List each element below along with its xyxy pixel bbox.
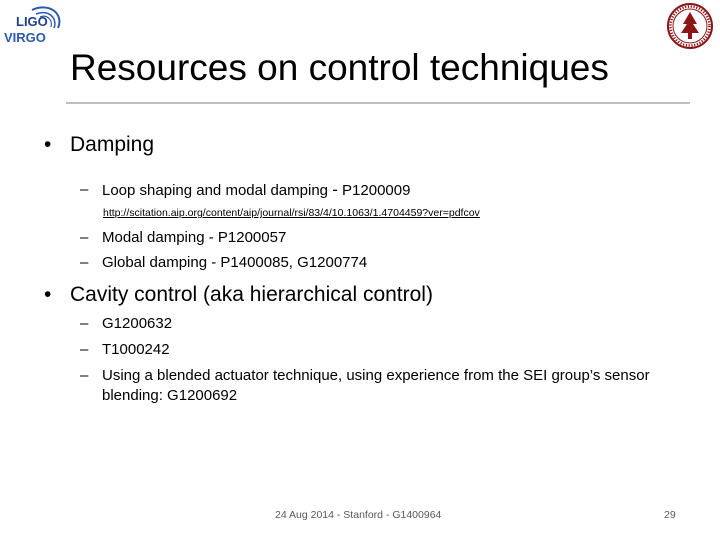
stanford-seal-icon xyxy=(666,2,714,50)
virgo-text: VIRGO xyxy=(4,30,46,45)
bullet-text: Damping xyxy=(70,133,155,156)
ligo-text: LIGO xyxy=(16,14,48,29)
sub-item-text: Modal damping - P1200057 xyxy=(102,229,287,246)
document-reference: P1200009 xyxy=(342,182,411,199)
page-number: 29 xyxy=(664,509,676,521)
sub-item-text: Loop shaping and modal damping xyxy=(102,182,329,199)
sub-bullet-dash: – xyxy=(80,181,89,198)
sub-bullet-dash: – xyxy=(80,341,89,358)
sub-item-text: T1000242 xyxy=(102,341,170,358)
bullet-marker: • xyxy=(44,283,52,306)
sub-bullet-dash: – xyxy=(80,254,89,271)
slide-title: Resources on control techniques xyxy=(70,47,609,88)
ligo-virgo-logo-icon xyxy=(2,4,68,48)
sub-bullet-dash: – xyxy=(80,367,89,384)
sub-item-text: G1200632 xyxy=(102,315,173,332)
title-divider xyxy=(66,102,690,104)
inline-dash: - xyxy=(332,180,338,199)
sub-bullet-dash: – xyxy=(80,315,89,332)
bullet-marker: • xyxy=(44,133,52,156)
aip-article-link[interactable]: http://scitation.aip.org/content/aip/journal/rsi/83/4/10.1063/1.4704459?ver=pdfcov xyxy=(103,207,480,219)
bullet-text: Cavity control (aka hierarchical control) xyxy=(70,283,433,306)
sub-bullet-dash: – xyxy=(80,229,89,246)
footer-text: 24 Aug 2014 - Stanford - G1400964 xyxy=(275,509,442,521)
sub-item-text: Global damping - P1400085, G1200774 xyxy=(102,254,368,271)
sub-item-text: Using a blended actuator technique, using experience from the SEI group’s sensor blending: G1200692 xyxy=(102,367,650,404)
